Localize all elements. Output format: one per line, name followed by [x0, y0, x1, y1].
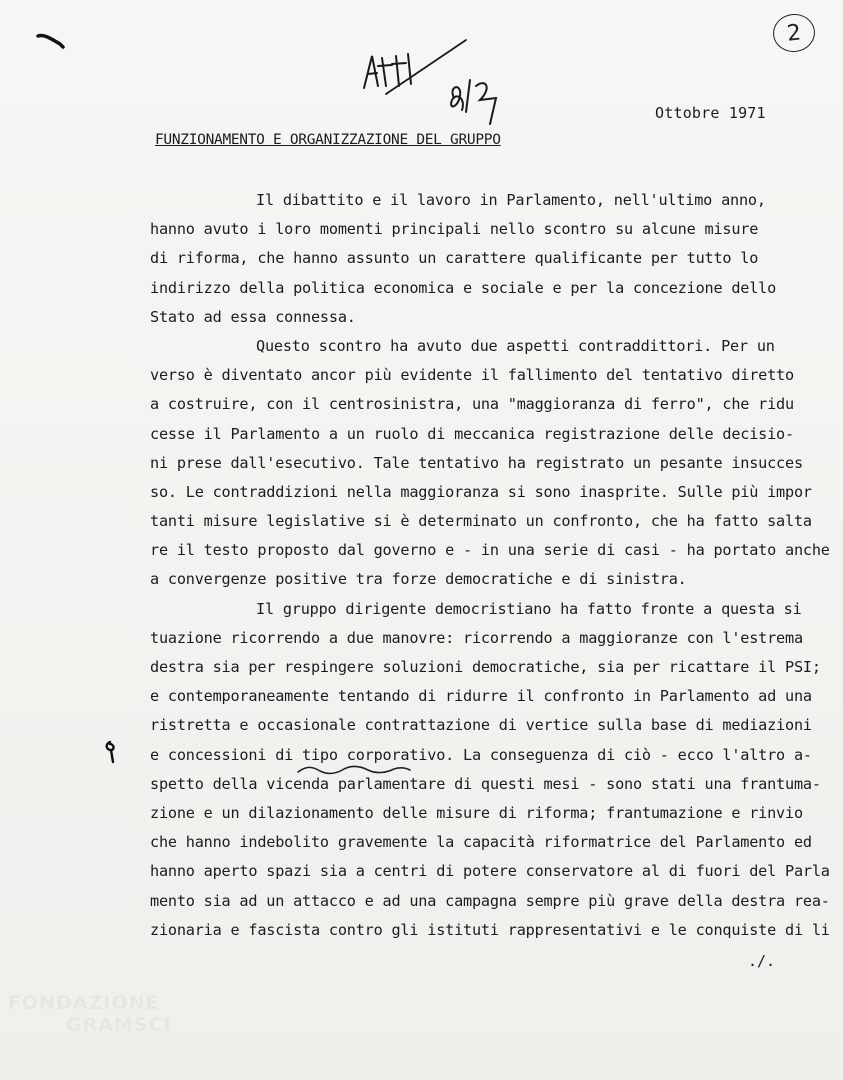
text-line: zione e un dilazionamento delle misure di riforma; frantumazione e rinvio [150, 803, 803, 822]
text-line: spetto della vicenda parlamentare di questi mesi - sono stati una frantuma- [150, 774, 821, 793]
handwritten-underline [296, 764, 412, 776]
document-title: FUNZIONAMENTO E ORGANIZZAZIONE DEL GRUPPO [155, 132, 501, 148]
watermark-line: GRAMSCI [66, 1014, 172, 1036]
ink-mark-icon [36, 30, 66, 50]
text-line: re il testo proposto dal governo e - in una serie di casi - ha portato anche [150, 541, 830, 560]
handwritten-annotation [356, 36, 506, 126]
text-line: hanno aperto spazi sia a centri di potere conservatore al di fuori del Parla [150, 862, 830, 881]
text-line: cesse il Parlamento a un ruolo di meccanica registrazione delle decisio- [150, 424, 794, 443]
text-line: hanno avuto i loro momenti principali nello scontro su alcune misure [150, 220, 759, 239]
text-line: zionaria e fascista contro gli istituti rappresentativi e le conquiste di li [150, 920, 830, 939]
continuation-mark: ./. [748, 952, 776, 970]
watermark-line: FONDAZIONE [8, 992, 160, 1014]
body-text [150, 186, 830, 945]
text-line: che hanno indebolito gravemente la capacità riformatrice del Parlamento ed [150, 833, 812, 852]
text-line: a costruire, con il centrosinistra, una "maggioranza di ferro", che ridu [150, 395, 794, 414]
text-line: so. Le contraddizioni nella maggioranza si sono inasprite. Sulle più impor [150, 482, 812, 501]
document-date: Ottobre 1971 [655, 104, 766, 122]
text-line: verso è diventato ancor più evidente il fallimento del tentativo diretto [150, 366, 794, 385]
text-line: tanti misure legislative si è determinato un confronto, che ha fatto salta [150, 512, 812, 531]
text-line: destra sia per respingere soluzioni democratiche, sia per ricattare il PSI; [150, 658, 821, 676]
page-number: 2 [771, 12, 817, 54]
text-line: tuazione ricorrendo a due manovre: ricorrendo a maggioranze con l'estrema [150, 628, 803, 647]
text-line: indirizzo della politica economica e sociale e per la concezione dello [150, 278, 777, 297]
text-line: Stato ad essa connessa. [150, 307, 356, 326]
text-line: di riforma, che hanno assunto un carattere qualificante per tutto lo [150, 249, 759, 268]
text-line: Il gruppo dirigente democristiano ha fatto fronte a questa si [256, 599, 802, 618]
text-line: ni prese dall'esecutivo. Tale tentativo ha registrato un pesante insucces [150, 453, 803, 472]
text-line: mento sia ad un attacco e ad una campagna sempre più grave della destra rea- [150, 891, 830, 910]
text-line: e concessioni di tipo corporativo. La conseguenza di ciò - ecco l'altro a- [150, 745, 812, 764]
margin-mark-icon [102, 738, 120, 766]
text-line: e contemporaneamente tentando di ridurre il confronto in Parlamento ad una [150, 687, 812, 706]
text-line: a convergenze positive tra forze democratiche e di sinistra. [150, 570, 687, 589]
text-line: Il dibattito e il lavoro in Parlamento, nell'ultimo anno, [256, 191, 766, 209]
text-line: ristretta e occasionale contrattazione di vertice sulla base di mediazioni [150, 716, 812, 735]
text-line: Questo scontro ha avuto due aspetti contraddittori. Per un [256, 336, 775, 355]
archive-watermark [8, 992, 172, 1036]
